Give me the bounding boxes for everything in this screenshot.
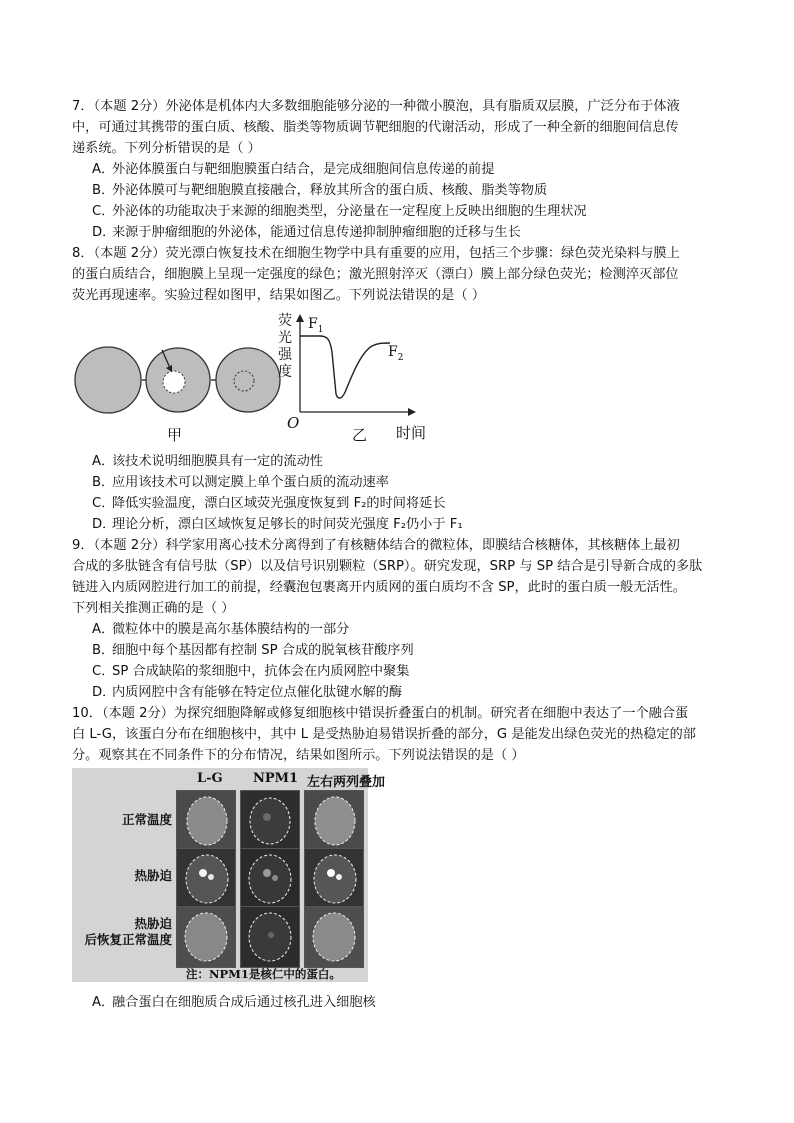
q8-option-a[interactable]: A．该技术说明细胞膜具有一定的流动性 bbox=[92, 454, 323, 469]
q7-stem-line1: 7．（本题 2分）外泌体是机体内大多数细胞能够分泌的一种微小膜泡，具有脂质双层膜，广泛分布于体液 bbox=[72, 99, 680, 114]
col-label-npm1: NPM1 bbox=[253, 771, 299, 786]
q7-option-b[interactable]: B．外泌体膜可与靶细胞膜直接融合，释放其所含的蛋白质、核酸、脂类等物质 bbox=[92, 183, 548, 198]
q8-stem bbox=[72, 243, 724, 306]
col-label-lg: L-G bbox=[197, 771, 223, 786]
cell-before-bleach bbox=[75, 347, 141, 413]
bleached-spot bbox=[163, 371, 185, 393]
q10-stem-line1: 10．（本题 2分）为探究细胞降解或修复细胞核中错误折叠蛋白的机制。研究者在细胞中表达了一个融合蛋 bbox=[72, 706, 689, 721]
f2-label: $F_2$ bbox=[388, 344, 404, 363]
q8-stem-line1: 8．（本题 2分）荧光漂白恢复技术在细胞生物学中具有重要的应用，包括三个步骤：绿色荧光染料与膜上 bbox=[72, 246, 680, 261]
q8-stem-line2: 的蛋白质结合，细胞膜上呈现一定强度的绿色；激光照射淬灭（漂白）膜上部分绿色荧光；检测淬灭部位 bbox=[72, 267, 679, 282]
q7-stem-line3: 递系统。下列分析错误的是（ ） bbox=[72, 141, 261, 156]
q9-stem-line3: 链进入内质网腔进行加工的前提，经囊泡包裹离开内质网的蛋白质均不含 SP，此时的蛋白质一般无活性。 bbox=[72, 580, 686, 595]
q7-option-c[interactable]: C．外泌体的功能取决于来源的细胞类型，分泌量在一定程度上反映出细胞的生理状况 bbox=[92, 204, 587, 219]
q10-stem-line2: 白 L-G，该蛋白分布在细胞核中，其中 L 是受热胁迫易错误折叠的部分，G 是能发出绿色荧光的热稳定的部 bbox=[72, 727, 696, 742]
q8-stem-line3: 荧光再现速率。实验过程如图甲，结果如图乙。下列说法错误的是（ ） bbox=[72, 288, 486, 303]
cell-recovery-npm1 bbox=[240, 906, 300, 968]
q8-option-c[interactable]: C．降低实验温度，漂白区域荧光强度恢复到 F₂的时间将延长 bbox=[92, 496, 446, 511]
q10-stem-line3: 分。观察其在不同条件下的分布情况，结果如图所示。下列说法错误的是（ ） bbox=[72, 748, 525, 763]
q7-option-d[interactable]: D．来源于肿瘤细胞的外泌体，能通过信息传递抑制肿瘤细胞的迁移与生长 bbox=[92, 225, 521, 240]
figure-note: 注：NPM1是核仁中的蛋白。 bbox=[186, 967, 341, 981]
cell-recovered bbox=[216, 348, 280, 412]
cell-normal-overlay bbox=[304, 790, 364, 852]
f1-label: $F_1$ bbox=[308, 316, 324, 335]
cell-recovery-lg bbox=[176, 906, 236, 968]
q9-option-c[interactable]: C．SP 合成缺陷的浆细胞中，抗体会在内质网腔中聚集 bbox=[92, 664, 410, 679]
q8-option-d[interactable]: D．理论分析，漂白区域恢复足够长的时间荧光强度 F₂仍小于 F₁ bbox=[92, 517, 463, 532]
cell-heat-npm1 bbox=[240, 848, 300, 910]
y-axis-arrow bbox=[296, 314, 304, 322]
col-label-overlay: 左右两列叠加 bbox=[307, 775, 386, 790]
q10-option-a[interactable]: A．融合蛋白在细胞质合成后通过核孔进入细胞核 bbox=[92, 995, 376, 1010]
q9-stem bbox=[72, 535, 724, 619]
q9-stem-line2: 合成的多肽链含有信号肽（SP）以及信号识别颗粒（SRP）。研究发现，SRP 与 SP 结合是引导新合成的多肽 bbox=[72, 559, 703, 574]
figure-b-caption: 乙 bbox=[352, 426, 368, 444]
cell-normal-lg bbox=[176, 790, 236, 852]
q9-stem-line1: 9．（本题 2分）科学家用离心技术分离得到了有核糖体结合的微粒体，即膜结合核糖体，其核糖体上最初 bbox=[72, 538, 680, 553]
cell-heat-overlay bbox=[304, 848, 364, 910]
row-label-heat: 热胁迫 bbox=[134, 868, 172, 883]
cell-heat-lg bbox=[176, 848, 236, 910]
x-axis-arrow bbox=[408, 408, 416, 416]
fluorescence-curve bbox=[300, 336, 390, 398]
q10-stem bbox=[72, 703, 724, 766]
x-axis-label: 时间 bbox=[396, 424, 427, 442]
row-label-recovery: 热胁迫 后恢复正常温度 bbox=[84, 916, 172, 947]
cell-recovery-overlay bbox=[304, 906, 364, 968]
q9-option-b[interactable]: B．细胞中每个基因都有控制 SP 合成的脱氧核苷酸序列 bbox=[92, 643, 414, 658]
q8-figure-a bbox=[70, 340, 285, 420]
origin-label: O bbox=[287, 414, 300, 432]
q8-option-b[interactable]: B．应用该技术可以测定膜上单个蛋白质的流动速率 bbox=[92, 475, 389, 490]
figure-a-caption: 甲 bbox=[167, 426, 183, 444]
row-label-normal: 正常温度 bbox=[121, 812, 172, 827]
q7-option-a[interactable]: A．外泌体膜蛋白与靶细胞膜蛋白结合，是完成细胞间信息传递的前提 bbox=[92, 162, 495, 177]
q9-option-d[interactable]: D．内质网腔中含有能够在特定位点催化肽键水解的酶 bbox=[92, 685, 403, 700]
q9-option-a[interactable]: A．微粒体中的膜是高尔基体膜结构的一部分 bbox=[92, 622, 350, 637]
q9-stem-line4: 下列相关推测正确的是（ ） bbox=[72, 601, 235, 616]
cell-normal-npm1 bbox=[240, 790, 300, 852]
q7-stem-line2: 中，可通过其携带的蛋白质、核酸、脂类等物质调节靶细胞的代谢活动，形成了一种全新的细胞间信息传 bbox=[72, 120, 679, 135]
q7-stem bbox=[72, 96, 724, 159]
y-axis-label: 荧 光 强 度 bbox=[278, 313, 292, 380]
